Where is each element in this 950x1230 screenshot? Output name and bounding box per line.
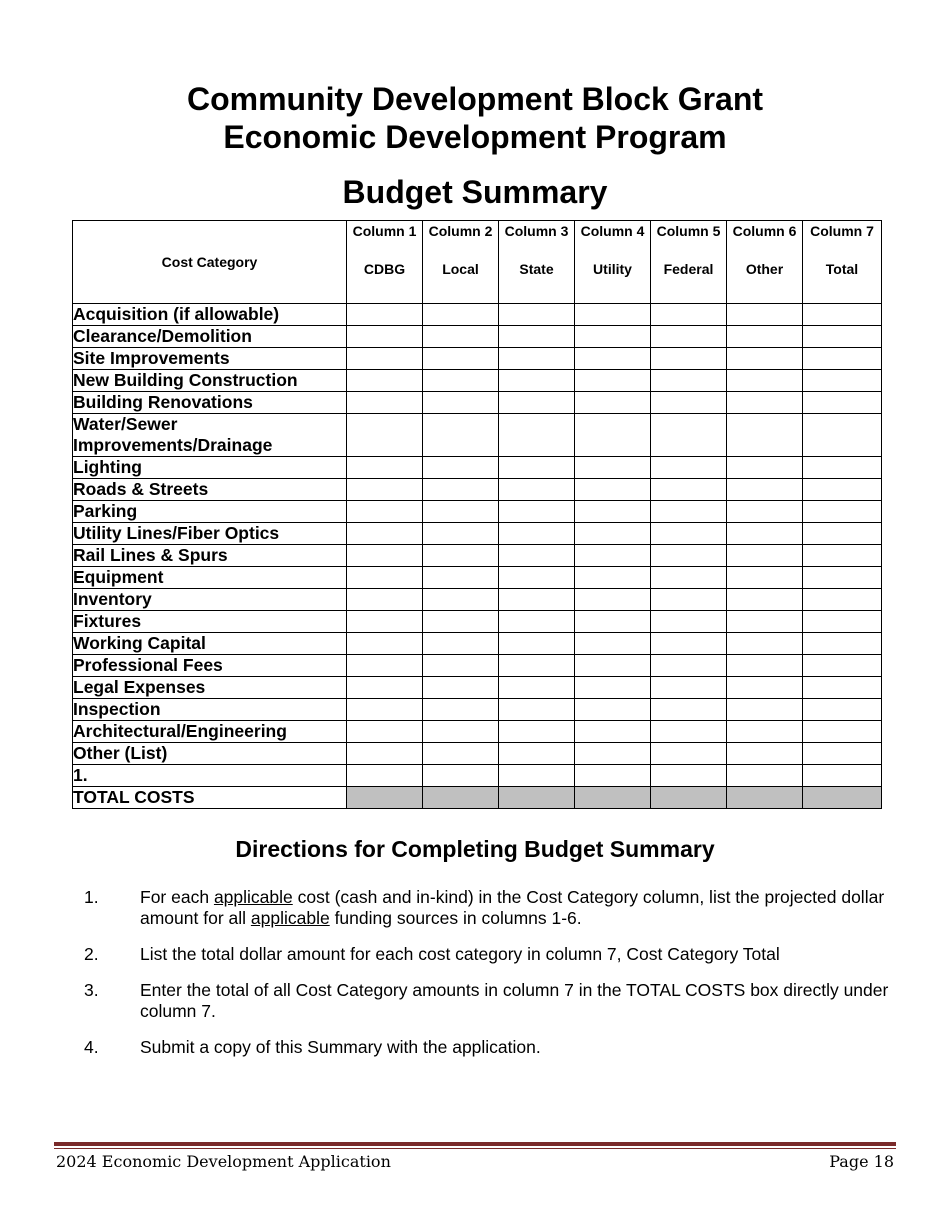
amount-cell[interactable] bbox=[727, 743, 803, 765]
table-row bbox=[73, 721, 882, 743]
cost-category-cell: Working Capital bbox=[73, 633, 347, 655]
amount-cell[interactable] bbox=[499, 392, 575, 414]
directions-title: Directions for Completing Budget Summary bbox=[235, 836, 715, 862]
amount-cell[interactable] bbox=[575, 479, 651, 501]
amount-cell[interactable] bbox=[575, 414, 651, 457]
total-row bbox=[73, 787, 882, 809]
amount-cell[interactable] bbox=[347, 633, 423, 655]
amount-cell[interactable] bbox=[727, 457, 803, 479]
amount-cell[interactable] bbox=[423, 414, 499, 457]
amount-cell[interactable] bbox=[575, 633, 651, 655]
amount-cell[interactable] bbox=[347, 304, 423, 326]
column-header-2 bbox=[423, 221, 499, 304]
amount-cell[interactable] bbox=[651, 370, 727, 392]
amount-cell[interactable] bbox=[423, 457, 499, 479]
amount-cell[interactable] bbox=[499, 414, 575, 457]
amount-cell[interactable] bbox=[347, 765, 423, 787]
amount-cell[interactable] bbox=[423, 721, 499, 743]
amount-cell[interactable] bbox=[423, 633, 499, 655]
table-row bbox=[73, 501, 882, 523]
amount-cell[interactable] bbox=[423, 523, 499, 545]
cost-category-cell: Building Renovations bbox=[73, 392, 347, 414]
amount-cell[interactable] bbox=[499, 589, 575, 611]
cost-category-cell: Inventory bbox=[73, 589, 347, 611]
amount-cell[interactable] bbox=[423, 611, 499, 633]
amount-cell[interactable] bbox=[499, 457, 575, 479]
budget-summary-table bbox=[72, 220, 882, 809]
amount-cell[interactable] bbox=[727, 501, 803, 523]
amount-cell[interactable] bbox=[651, 523, 727, 545]
amount-cell[interactable] bbox=[575, 699, 651, 721]
cost-category-cell: Other (List) bbox=[73, 743, 347, 765]
amount-cell[interactable] bbox=[803, 589, 882, 611]
column-number: Column 5 bbox=[656, 223, 721, 239]
amount-cell[interactable] bbox=[803, 721, 882, 743]
column-header-5 bbox=[651, 221, 727, 304]
amount-cell[interactable] bbox=[651, 677, 727, 699]
amount-cell[interactable] bbox=[651, 633, 727, 655]
title-line-1: Community Development Block Grant bbox=[186, 81, 764, 117]
amount-cell[interactable] bbox=[499, 787, 575, 809]
direction-item bbox=[84, 944, 894, 965]
amount-cell[interactable] bbox=[575, 457, 651, 479]
cost-category-cell: Equipment bbox=[73, 567, 347, 589]
direction-text: Enter the total of all Cost Category amounts in column 7 in the TOTAL COSTS box directly under column 7. bbox=[140, 980, 889, 1021]
direction-number: 1. bbox=[84, 887, 99, 907]
amount-cell[interactable] bbox=[575, 567, 651, 589]
column-number: Column 2 bbox=[428, 223, 493, 239]
cost-category-cell: Site Improvements bbox=[73, 348, 347, 370]
amount-cell[interactable] bbox=[499, 721, 575, 743]
amount-cell[interactable] bbox=[423, 743, 499, 765]
amount-cell[interactable] bbox=[575, 348, 651, 370]
amount-cell[interactable] bbox=[347, 655, 423, 677]
amount-cell[interactable] bbox=[803, 545, 882, 567]
amount-cell[interactable] bbox=[803, 655, 882, 677]
amount-cell[interactable] bbox=[575, 501, 651, 523]
cost-category-cell: Rail Lines & Spurs bbox=[73, 545, 347, 567]
amount-cell[interactable] bbox=[803, 523, 882, 545]
column-source: Total bbox=[825, 261, 859, 277]
amount-cell[interactable] bbox=[727, 392, 803, 414]
cost-category-cell: Fixtures bbox=[73, 611, 347, 633]
amount-cell[interactable] bbox=[803, 699, 882, 721]
column-number: Column 7 bbox=[810, 223, 874, 239]
amount-cell[interactable] bbox=[347, 392, 423, 414]
amount-cell[interactable] bbox=[651, 392, 727, 414]
amount-cell[interactable] bbox=[499, 677, 575, 699]
amount-cell[interactable] bbox=[803, 567, 882, 589]
amount-cell[interactable] bbox=[803, 765, 882, 787]
footer-page-number: Page 18 bbox=[829, 1152, 894, 1171]
amount-cell[interactable] bbox=[727, 479, 803, 501]
amount-cell[interactable] bbox=[423, 787, 499, 809]
amount-cell[interactable] bbox=[575, 545, 651, 567]
amount-cell[interactable] bbox=[423, 370, 499, 392]
amount-cell[interactable] bbox=[727, 523, 803, 545]
table-row bbox=[73, 326, 882, 348]
amount-cell[interactable] bbox=[651, 567, 727, 589]
amount-cell[interactable] bbox=[499, 326, 575, 348]
amount-cell[interactable] bbox=[423, 479, 499, 501]
amount-cell[interactable] bbox=[499, 304, 575, 326]
table-row bbox=[73, 545, 882, 567]
amount-cell[interactable] bbox=[575, 677, 651, 699]
amount-cell[interactable] bbox=[651, 699, 727, 721]
footer-rule-thin bbox=[54, 1148, 896, 1149]
amount-cell[interactable] bbox=[651, 457, 727, 479]
cost-category-cell: Roads & Streets bbox=[73, 479, 347, 501]
column-source: Other bbox=[745, 261, 784, 277]
amount-cell[interactable] bbox=[803, 787, 882, 809]
amount-cell[interactable] bbox=[575, 523, 651, 545]
amount-cell[interactable] bbox=[347, 545, 423, 567]
amount-cell[interactable] bbox=[803, 326, 882, 348]
amount-cell[interactable] bbox=[727, 611, 803, 633]
amount-cell[interactable] bbox=[347, 721, 423, 743]
amount-cell[interactable] bbox=[727, 348, 803, 370]
amount-cell[interactable] bbox=[727, 721, 803, 743]
amount-cell[interactable] bbox=[651, 589, 727, 611]
amount-cell[interactable] bbox=[651, 348, 727, 370]
table-row bbox=[73, 699, 882, 721]
direction-item bbox=[84, 1037, 894, 1058]
amount-cell[interactable] bbox=[423, 589, 499, 611]
amount-cell[interactable] bbox=[651, 479, 727, 501]
column-number: Column 6 bbox=[732, 223, 797, 239]
amount-cell[interactable] bbox=[727, 589, 803, 611]
amount-cell[interactable] bbox=[423, 677, 499, 699]
amount-cell[interactable] bbox=[499, 765, 575, 787]
amount-cell[interactable] bbox=[803, 677, 882, 699]
amount-cell[interactable] bbox=[499, 545, 575, 567]
amount-cell[interactable] bbox=[575, 743, 651, 765]
amount-cell[interactable] bbox=[803, 414, 882, 457]
cost-category-cell: Inspection bbox=[73, 699, 347, 721]
amount-cell[interactable] bbox=[347, 414, 423, 457]
page-title: Budget Summary bbox=[342, 174, 608, 210]
amount-cell[interactable] bbox=[347, 611, 423, 633]
amount-cell[interactable] bbox=[499, 370, 575, 392]
direction-item bbox=[84, 980, 894, 1022]
amount-cell[interactable] bbox=[423, 567, 499, 589]
amount-cell[interactable] bbox=[651, 611, 727, 633]
amount-cell[interactable] bbox=[575, 655, 651, 677]
amount-cell[interactable] bbox=[727, 699, 803, 721]
amount-cell[interactable] bbox=[651, 743, 727, 765]
column-source: Federal bbox=[663, 261, 714, 277]
cost-category-header: Cost Category bbox=[73, 221, 347, 304]
amount-cell[interactable] bbox=[575, 392, 651, 414]
amount-cell[interactable] bbox=[499, 655, 575, 677]
amount-cell[interactable] bbox=[575, 304, 651, 326]
cost-category-cell: Parking bbox=[73, 501, 347, 523]
amount-cell[interactable] bbox=[727, 633, 803, 655]
amount-cell[interactable] bbox=[347, 523, 423, 545]
amount-cell[interactable] bbox=[727, 655, 803, 677]
amount-cell[interactable] bbox=[651, 545, 727, 567]
amount-cell[interactable] bbox=[575, 611, 651, 633]
amount-cell[interactable] bbox=[651, 655, 727, 677]
amount-cell[interactable] bbox=[499, 567, 575, 589]
table-row bbox=[73, 655, 882, 677]
table-row bbox=[73, 457, 882, 479]
cost-category-cell: Legal Expenses bbox=[73, 677, 347, 699]
cost-category-cell: Lighting bbox=[73, 457, 347, 479]
column-header-1 bbox=[347, 221, 423, 304]
amount-cell[interactable] bbox=[727, 567, 803, 589]
amount-cell[interactable] bbox=[347, 677, 423, 699]
amount-cell[interactable] bbox=[499, 501, 575, 523]
column-source: Local bbox=[442, 261, 479, 277]
cost-category-cell: Architectural/Engineering bbox=[73, 721, 347, 743]
table-row bbox=[73, 589, 882, 611]
column-source: State bbox=[519, 261, 554, 277]
column-source: Utility bbox=[593, 261, 632, 277]
cost-category-cell: Water/Sewer Improvements/Drainage bbox=[73, 414, 347, 457]
table-row bbox=[73, 611, 882, 633]
amount-cell[interactable] bbox=[651, 787, 727, 809]
direction-number: 4. bbox=[84, 1037, 99, 1057]
direction-text: Submit a copy of this Summary with the application. bbox=[140, 1037, 541, 1057]
amount-cell[interactable] bbox=[499, 611, 575, 633]
amount-cell[interactable] bbox=[423, 655, 499, 677]
cost-category-cell: Utility Lines/Fiber Optics bbox=[73, 523, 347, 545]
table-row bbox=[73, 392, 882, 414]
column-number: Column 3 bbox=[504, 223, 569, 239]
amount-cell[interactable] bbox=[575, 589, 651, 611]
table-row bbox=[73, 370, 882, 392]
amount-cell[interactable] bbox=[727, 370, 803, 392]
amount-cell[interactable] bbox=[423, 326, 499, 348]
table-header-row bbox=[73, 221, 882, 304]
table-row bbox=[73, 765, 882, 787]
cost-category-cell: TOTAL COSTS bbox=[73, 787, 347, 809]
amount-cell[interactable] bbox=[423, 765, 499, 787]
amount-cell[interactable] bbox=[347, 479, 423, 501]
amount-cell[interactable] bbox=[499, 743, 575, 765]
table-row bbox=[73, 304, 882, 326]
amount-cell[interactable] bbox=[575, 326, 651, 348]
amount-cell[interactable] bbox=[423, 545, 499, 567]
column-number: Column 4 bbox=[580, 223, 645, 239]
title-line-2: Economic Development Program bbox=[223, 119, 727, 155]
amount-cell[interactable] bbox=[575, 721, 651, 743]
column-header-7 bbox=[803, 221, 882, 304]
amount-cell[interactable] bbox=[727, 677, 803, 699]
table-row bbox=[73, 633, 882, 655]
amount-cell[interactable] bbox=[803, 392, 882, 414]
amount-cell[interactable] bbox=[499, 699, 575, 721]
amount-cell[interactable] bbox=[347, 348, 423, 370]
amount-cell[interactable] bbox=[347, 370, 423, 392]
direction-number: 2. bbox=[84, 944, 99, 964]
amount-cell[interactable] bbox=[423, 501, 499, 523]
amount-cell[interactable] bbox=[651, 326, 727, 348]
amount-cell[interactable] bbox=[499, 348, 575, 370]
amount-cell[interactable] bbox=[347, 699, 423, 721]
amount-cell[interactable] bbox=[727, 326, 803, 348]
table-row bbox=[73, 677, 882, 699]
cost-category-cell: New Building Construction bbox=[73, 370, 347, 392]
amount-cell[interactable] bbox=[803, 743, 882, 765]
amount-cell[interactable] bbox=[803, 611, 882, 633]
amount-cell[interactable] bbox=[803, 501, 882, 523]
amount-cell[interactable] bbox=[803, 479, 882, 501]
amount-cell[interactable] bbox=[347, 501, 423, 523]
cost-category-cell: Acquisition (if allowable) bbox=[73, 304, 347, 326]
amount-cell[interactable] bbox=[423, 392, 499, 414]
amount-cell[interactable] bbox=[499, 633, 575, 655]
amount-cell[interactable] bbox=[727, 545, 803, 567]
column-header-3 bbox=[499, 221, 575, 304]
direction-number: 3. bbox=[84, 980, 99, 1000]
amount-cell[interactable] bbox=[347, 326, 423, 348]
amount-cell[interactable] bbox=[651, 501, 727, 523]
table-row bbox=[73, 743, 882, 765]
amount-cell[interactable] bbox=[803, 370, 882, 392]
amount-cell[interactable] bbox=[347, 743, 423, 765]
amount-cell[interactable] bbox=[803, 457, 882, 479]
amount-cell[interactable] bbox=[423, 699, 499, 721]
amount-cell[interactable] bbox=[575, 787, 651, 809]
amount-cell[interactable] bbox=[423, 304, 499, 326]
table-row bbox=[73, 414, 882, 457]
footer-rule bbox=[54, 1142, 896, 1146]
amount-cell[interactable] bbox=[651, 765, 727, 787]
amount-cell[interactable] bbox=[651, 721, 727, 743]
table-row bbox=[73, 348, 882, 370]
table-row bbox=[73, 523, 882, 545]
table-row bbox=[73, 479, 882, 501]
direction-text: List the total dollar amount for each cost category in column 7, Cost Category Total bbox=[140, 944, 780, 964]
cost-category-cell: 1. bbox=[73, 765, 347, 787]
amount-cell[interactable] bbox=[347, 567, 423, 589]
amount-cell[interactable] bbox=[727, 304, 803, 326]
cost-category-cell: Clearance/Demolition bbox=[73, 326, 347, 348]
amount-cell[interactable] bbox=[803, 348, 882, 370]
amount-cell[interactable] bbox=[423, 348, 499, 370]
table-row bbox=[73, 567, 882, 589]
column-header-6 bbox=[727, 221, 803, 304]
amount-cell[interactable] bbox=[651, 304, 727, 326]
amount-cell[interactable] bbox=[727, 765, 803, 787]
footer-document-title: 2024 Economic Development Application bbox=[56, 1152, 391, 1171]
column-source: CDBG bbox=[363, 261, 406, 277]
amount-cell[interactable] bbox=[575, 765, 651, 787]
amount-cell[interactable] bbox=[575, 370, 651, 392]
amount-cell[interactable] bbox=[499, 523, 575, 545]
amount-cell[interactable] bbox=[727, 787, 803, 809]
amount-cell[interactable] bbox=[499, 479, 575, 501]
amount-cell[interactable] bbox=[727, 414, 803, 457]
amount-cell[interactable] bbox=[347, 787, 423, 809]
amount-cell[interactable] bbox=[803, 633, 882, 655]
amount-cell[interactable] bbox=[651, 414, 727, 457]
cost-category-cell: Professional Fees bbox=[73, 655, 347, 677]
column-header-4 bbox=[575, 221, 651, 304]
amount-cell[interactable] bbox=[803, 304, 882, 326]
direction-text: For each applicable cost (cash and in-kind) in the Cost Category column, list the projected dollar amount for all applicable funding sources in columns 1-6. bbox=[140, 887, 885, 928]
column-number: Column 1 bbox=[352, 223, 417, 239]
direction-item bbox=[84, 887, 894, 929]
amount-cell[interactable] bbox=[347, 589, 423, 611]
amount-cell[interactable] bbox=[347, 457, 423, 479]
